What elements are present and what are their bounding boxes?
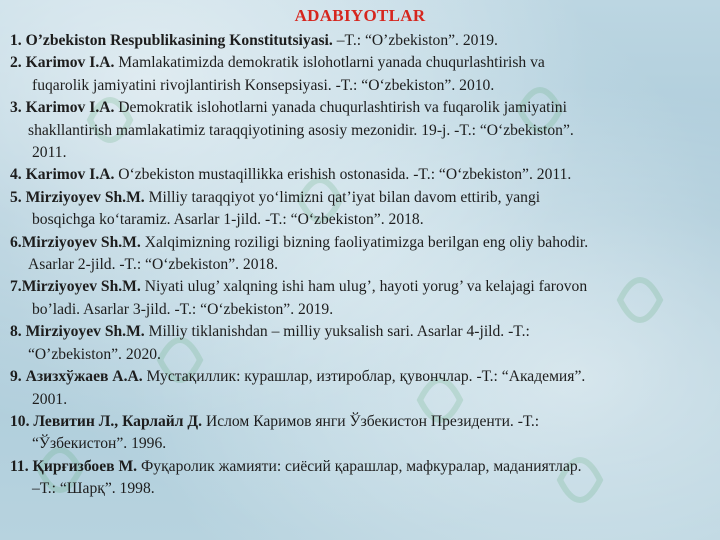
reference-text-cont: bosqichga ko‘taramiz. Asarlar 1-jild. -T.: “O‘zbekiston”. 2018. — [32, 211, 424, 229]
reference-item-3 — [10, 97, 715, 164]
reference-item-11 — [10, 456, 715, 501]
reference-author: 9. Азизхўжаев А.А. — [10, 368, 143, 386]
reference-text: Xalqimizning roziligi bizning faoliyatimizga berilgan eng oliy bahodir. — [140, 233, 589, 251]
reference-text: Niyati ulug’ xalqning ishi ham ulug’, hayoti yorug’ va kelajagi farovon — [140, 278, 588, 296]
reference-author: 10. Левитин Л., Карлайл Д. — [10, 412, 203, 430]
reference-author: 2. Karimov I.A. — [10, 54, 115, 72]
reference-author: 6.Mirziyoyev Sh.M. — [10, 233, 141, 251]
reference-author: 4. Karimov I.A. — [10, 166, 115, 184]
reference-text: O‘zbekiston mustaqillikka erishish ostonasida. -T.: “O‘zbekiston”. 2011. — [114, 166, 572, 184]
page-title: ADABIYOTLAR — [294, 6, 426, 25]
reference-item-10 — [10, 411, 715, 456]
reference-item-1 — [10, 30, 715, 52]
reference-item-9 — [10, 366, 715, 411]
reference-text: Mamlakatimizda demokratik islohotlarni yanada chuqurlashtirish va — [114, 54, 545, 72]
reference-item-7 — [10, 276, 715, 321]
reference-text-cont: –Т.: “Шарқ”. 1998. — [32, 480, 155, 498]
reference-text: Milliy tiklanishdan – milliy yuksalish sari. Asarlar 4-jild. -T.: — [144, 323, 530, 341]
reference-text-cont: Asarlar 2-jild. -T.: “O‘zbekiston”. 2018. — [28, 256, 279, 274]
reference-text: Фуқаролик жамияти: сиёсий қарашлар, мафкуралар, маданиятлар. — [137, 457, 582, 475]
reference-item-2 — [10, 52, 715, 97]
reference-text: Demokratik islohotlarni yanada chuqurlashtirish va fuqarolik jamiyatini — [114, 99, 567, 117]
reference-item-5 — [10, 187, 715, 232]
reference-item-6 — [10, 232, 715, 277]
reference-text-cont: fuqarolik jamiyatini rivojlantirish Konsepsiyasi. -T.: “O‘zbekiston”. 2010. — [32, 76, 495, 94]
reference-text-cont: 2001. — [32, 390, 68, 408]
reference-author: 11. Қирғизбоев М. — [10, 457, 138, 475]
reference-author: 8. Mirziyoyev Sh.M. — [10, 323, 145, 341]
reference-author: 1. O’zbekiston Respublikasining Konstitutsiyasi. — [10, 32, 333, 49]
reference-item-4 — [10, 164, 715, 186]
reference-list — [10, 30, 715, 501]
reference-text-cont: “Ўзбекистон”. 1996. — [32, 435, 167, 453]
reference-text-cont: shakllantirish mamlakatimiz taraqqiyotining asosiy mezonidir. 19-j. -T.: “O‘zbekiston”. — [28, 121, 574, 139]
reference-text: Ислом Каримов янги Ўзбекистон Президенти. -Т.: — [202, 412, 540, 430]
reference-text: Milliy taraqqiyot yo‘limizni qat’iyat bilan davom ettirib, yangi — [144, 188, 541, 206]
reference-text: Мустақиллик: курашлар, изтироблар, қувончлар. -Т.: “Академия”. — [142, 368, 586, 386]
reference-text: –T.: “O’zbekiston”. 2019. — [332, 32, 498, 49]
reference-author: 3. Karimov I.A. — [10, 99, 115, 117]
reference-text-cont: “O’zbekiston”. 2020. — [28, 345, 161, 363]
reference-text-cont: 2011. — [32, 144, 67, 162]
reference-text-cont: bo’ladi. Asarlar 3-jild. -T.: “O‘zbekiston”. 2019. — [32, 300, 334, 318]
reference-author: 7.Mirziyoyev Sh.M. — [10, 278, 141, 296]
reference-item-8 — [10, 321, 715, 366]
reference-author: 5. Mirziyoyev Sh.M. — [10, 188, 145, 206]
